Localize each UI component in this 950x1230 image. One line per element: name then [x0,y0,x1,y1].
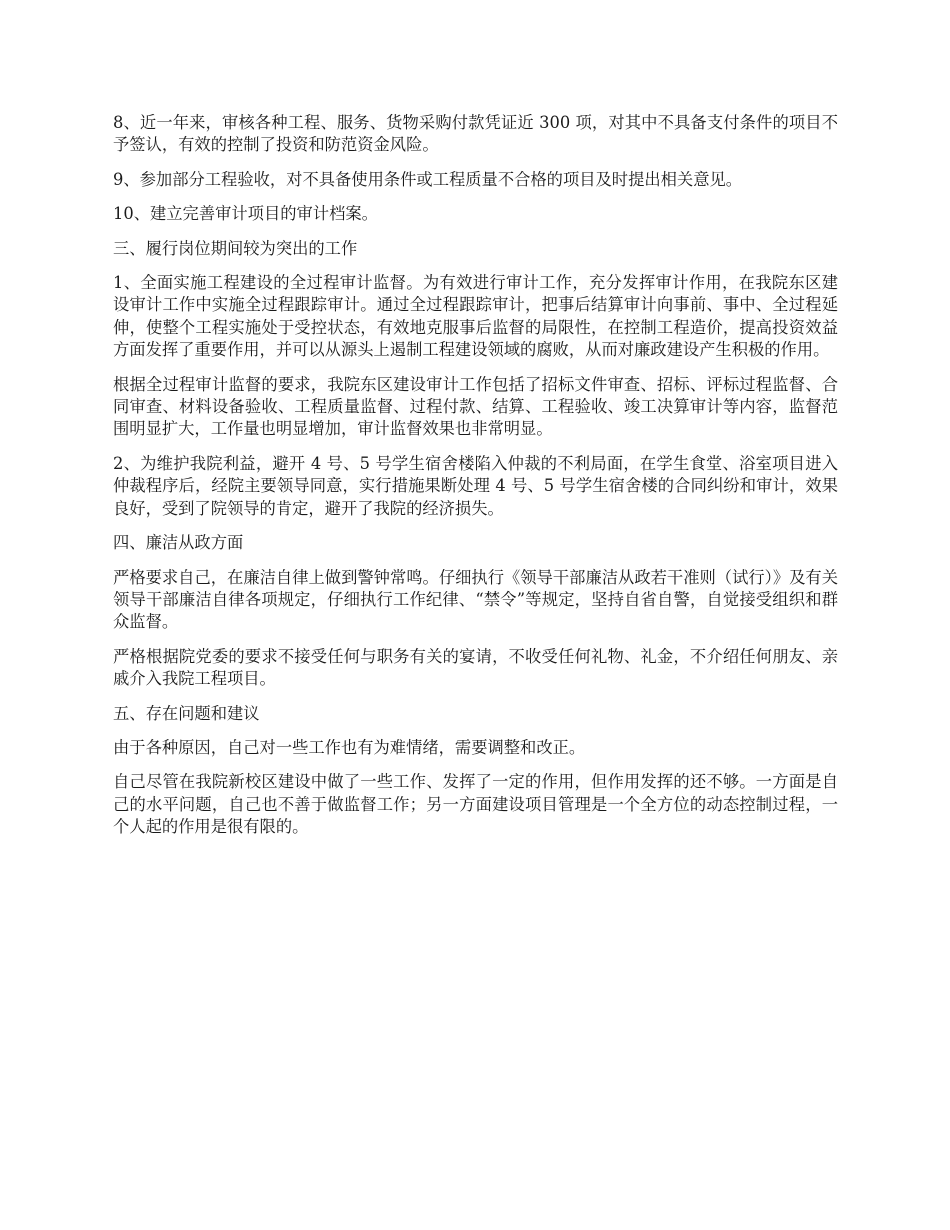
section-heading-3: 三、履行岗位期间较为突出的工作 [113,238,358,258]
paragraph-item-8: 8、近一年来，审核各种工程、服务、货物采购付款凭证近 300 项，对其中不具备支付条件的项目不予签认，有效的控制了投资和防范资金风险。 [113,113,838,155]
paragraph-difficulties: 由于各种原因，自己对一些工作也有为难情绪，需要调整和改正。 [113,737,586,757]
section-heading-4: 四、廉洁从政方面 [113,533,244,553]
paragraph-conclusion: 自己尽管在我院新校区建设中做了一些工作、发挥了一定的作用，但作用发挥的还不够。一方面是自己的水平问题，自己也不善于做监督工作；另一方面建设项目管理是一个全方位的动态控制过程，一个人起的作用是很有限的。 [113,772,838,837]
section-heading-5: 五、存在问题和建议 [113,703,260,723]
paragraph-audit-scope: 根据全过程审计监督的要求，我院东区建设审计工作包括了招标文件审查、招标、评标过程监督、合同审查、材料设备验收、工程质量监督、过程付款、结算、工程验收、竣工决算审计等内容，监督范围明显扩大，工作量也明显增加，审计监督效果也非常明显。 [113,374,838,439]
paragraph-no-gifts: 严格根据院党委的要求不接受任何与职务有关的宴请，不收受任何礼物、礼金，不介绍任何朋友、亲戚介入我院工程项目。 [113,646,838,689]
paragraph-dormitory-arbitration: 2、为维护我院利益，避开 4 号、5 号学生宿舍楼陷入仲裁的不利局面，在学生食堂、浴室项目进入仲裁程序后，经院主要领导同意，实行措施果断处理 4 号、5 号学生宿舍楼的合同纠纷和审计，效果良好，受到了院领导的肯定，避开了我院的经济损失。 [113,453,838,518]
paragraph-item-9: 9、参加部分工程验收，对不具备使用条件或工程质量不合格的项目及时提出相关意见。 [113,169,743,189]
paragraph-item-10: 10、建立完善审计项目的审计档案。 [113,204,378,224]
paragraph-full-process-audit: 1、全面实施工程建设的全过程审计监督。为有效进行审计工作，充分发挥审计作用，在我院东区建设审计工作中实施全过程跟踪审计。通过全过程跟踪审计，把事后结算审计向事前、事中、全过程延伸，使整个工程实施处于受控状态，有效地克服事后监督的局限性，在控制工程造价，提高投资效益方面发挥了重要作用，并可以从源头上遏制工程建设领域的腐败，从而对廉政建设产生积极的作用。 [113,273,838,360]
paragraph-self-discipline: 严格要求自己，在廉洁自律上做到警钟常鸣。仔细执行《领导干部廉洁从政若干准则（试行）》及有关领导干部廉洁自律各项规定，仔细执行工作纪律、“禁令”等规定，坚持自省自警，自觉接受组织和群众监督。 [113,567,838,632]
